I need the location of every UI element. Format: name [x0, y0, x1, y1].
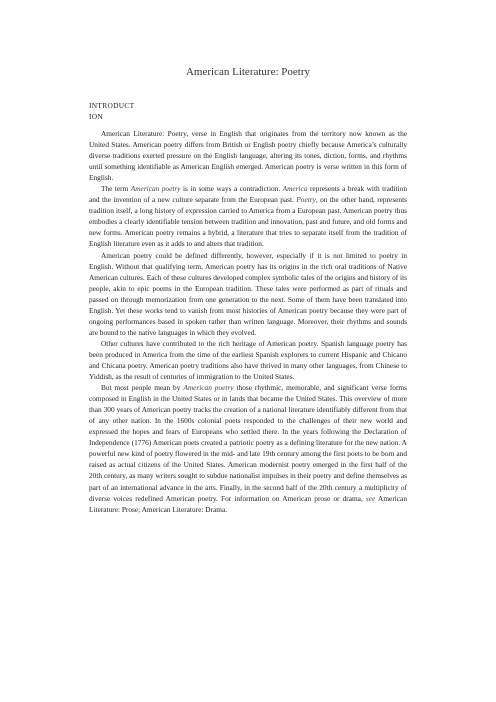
- paragraph-text: The term: [101, 184, 131, 194]
- paragraph-3: [89, 250, 407, 338]
- paragraph-1: [89, 128, 407, 183]
- italic-term: American poetry: [183, 383, 234, 393]
- paragraph-text: Other cultures have contributed to the rich heritage of American poetry. Spanish language poetry has been produced in America from the time of the earliest Spanish explorers to current Hispanic and Chicano and Chicana poetry. American poetry traditions also have thrived in many other languages, from Chinese to Yiddish, as the result of centuries of immigration to the United States.: [89, 338, 407, 382]
- italic-term: American poetry: [130, 184, 181, 194]
- paragraph-text: American Literature: Poetry, verse in English that originates from the territory now known as the United States. American poetry differs from British or English poetry chiefly because America’s culturally diverse traditions exerted pressure on the English language, altering its tones, diction, forms, and rhythms until something identifiable as American English emerged. American poetry is verse written in this form of English.: [89, 129, 407, 183]
- paragraph-text: is in some ways a contradiction.: [180, 184, 283, 194]
- italic-term: America: [282, 184, 308, 194]
- cross-reference-link[interactable]: American Literature: Prose; American Literature: Drama.: [89, 493, 407, 514]
- paragraph-text: American poetry could be defined differently, however, especially if it is not limited to poetry in English. Without that qualifying term, American poetry has its origins in the rich oral traditions of Native American cultures. Each of these cultures developed complex symbolic tales of the origins and history of its people, akin to epic poems in the European tradition. These tales were performed as part of rituals and passed on through memorization from one generation to the next. Some of them have been translated into English. Yet these works tend to vanish from most histories of American poetry because they were part of ongoing performances based in spoken rather than written language. Moreover, their rhythms and sounds are bound to the native languages in which they evolved.: [89, 250, 407, 337]
- see-reference: see: [365, 493, 376, 503]
- document-title: American Literature: Poetry: [185, 66, 310, 78]
- paragraph-4: [89, 338, 407, 382]
- paragraph-2: [89, 183, 407, 249]
- paragraph-text: those rhythmic, memorable, and significant verse forms composed in English in the United States or in lands that became the United States. This overview of more than 300 years of American poetry tracks the creation of a national literature identifiably different from that of any other nation. In the 1600s colonial poets responded to the challenges of their new world and expressed the hopes and fears of Europeans who settled there. In the years following the Declaration of Independence (1776) American poets created a patriotic poetry as a defining literature for the new nation. A powerful new kind of poetry flowered in the mid- and late 19th century among the first poets to be born and raised as actual citizens of the United States. American modernist poetry emerged in the first half of the 20th century, as many writers sought to subdue nationalist impulses in their poetry and define themselves as part of an international advance in the arts. Finally, in the second half of the 20th century a multiplicity of diverse voices redefined American poetry. For information on American prose or drama,: [89, 383, 407, 503]
- paragraph-5: [89, 382, 407, 515]
- section-heading: INTRODUCT ION: [89, 101, 135, 121]
- paragraph-text: But most people mean by: [101, 383, 184, 393]
- paragraph-text: , on the other hand, represents tradition itself, a long history of expression carried to America from a European past. American poetry thus embodies a clearly identifiable tension between tradition and innovation, past and future, and old forms and new forms. American poetry remains a hybrid, a literature that tries to separate itself from the tradition of English literature even as it adds to and alters that tradition.: [89, 195, 408, 249]
- body-text: [89, 128, 407, 515]
- italic-term: Poetry: [296, 195, 316, 205]
- paragraph-text: represents a break with tradition and the invention of a new culture separate from the European past.: [89, 184, 407, 205]
